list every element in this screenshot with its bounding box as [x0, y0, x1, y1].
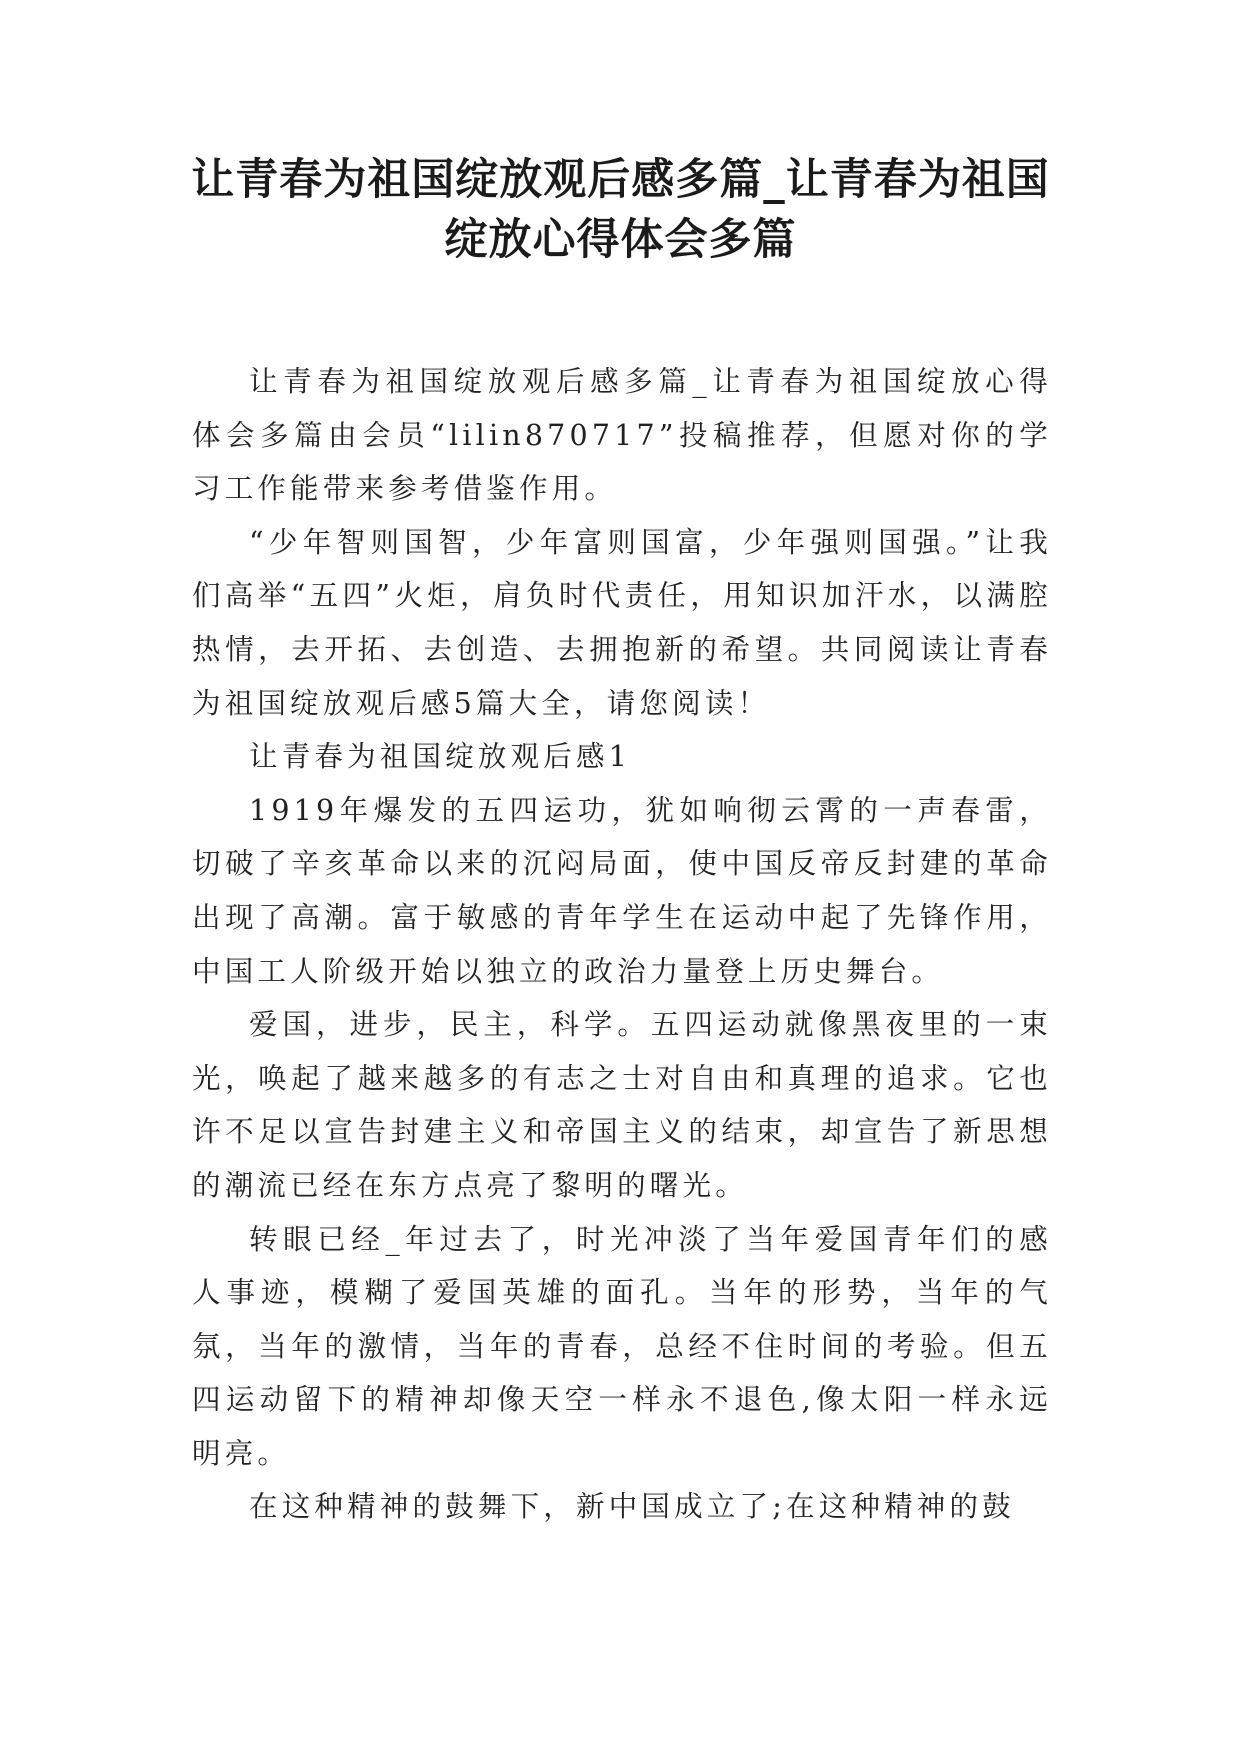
paragraph-continued: 在这种精神的鼓舞下，新中国成立了;在这种精神的鼓 [249, 1490, 1015, 1524]
section-heading: 让青春为祖国绽放观后感1 [249, 740, 632, 774]
paragraph-intro: 让青春为祖国绽放观后感多篇_让青春为祖国绽放心得体会多篇由会员“lilin870717”投稿推荐，但愿对你的学习工作能带来参考借鉴作用。 [192, 365, 1052, 506]
paragraph-quote: “少年智则国智，少年富则国富，少年强则国强。”让我们高举“五四”火炬，肩负时代责任，用知识加汗水，以满腔热情，去开拓、去创造、去拥抱新的希望。共同阅读让青春为祖国绽放观后感5篇大全，请您阅读！ [192, 525, 1052, 720]
document-body [192, 355, 1052, 1534]
document-title: 让青春为祖国绽放观后感多篇_让青春为祖国绽放心得体会多篇 [191, 155, 1050, 265]
paragraph-time: 转眼已经_年过去了，时光冲淡了当年爱国青年们的感人事迹，模糊了爱国英雄的面孔。当年的形势，当年的气氛，当年的激情，当年的青春，总经不住时间的考验。但五四运动留下的精神却像天空一样永不退色,像太阳一样永远明亮。 [192, 1222, 1052, 1470]
paragraph-spirit: 爱国，进步，民主，科学。五四运动就像黑夜里的一束光，唤起了越来越多的有志之士对自由和真理的追求。它也许不足以宣告封建主义和帝国主义的结束，却宣告了新思想的潮流已经在东方点亮了黎明的曙光。 [192, 1008, 1052, 1202]
paragraph-history: 1919年爆发的五四运功，犹如响彻云霄的一声春雷，切破了辛亥革命以来的沉闷局面，使中国反帝反封建的革命出现了高潮。富于敏感的青年学生在运动中起了先锋作用，中国工人阶级开始以独立的政治力量登上历史舞台。 [192, 793, 1052, 988]
